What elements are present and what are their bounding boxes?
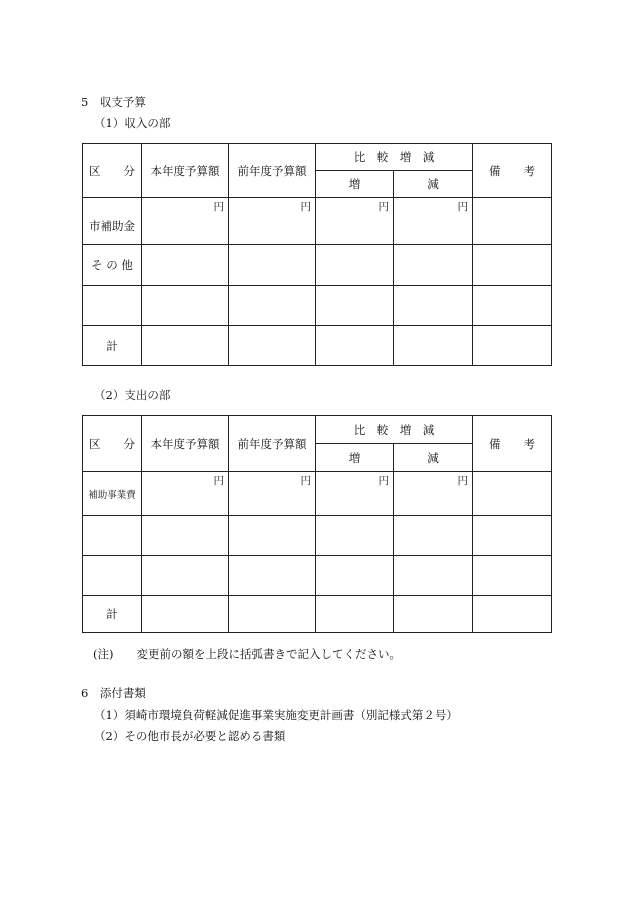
- row-label-total: 計: [83, 326, 142, 366]
- amount-cell: [142, 198, 229, 245]
- income-table: [82, 143, 552, 366]
- amount-cell: [142, 472, 229, 516]
- header-comparison: 比 較 増 減: [316, 144, 473, 171]
- row-label: [83, 516, 142, 556]
- header-last-year: 前年度予算額: [229, 416, 316, 472]
- header-this-year: 本年度予算額: [142, 416, 229, 472]
- remarks-cell: [473, 472, 552, 516]
- attachment-item: （1）須崎市環境負荷軽減促進事業実施変更計画書（別記様式第２号）: [94, 708, 458, 722]
- header-last-year: 前年度予算額: [229, 144, 316, 198]
- header-category: 区 分: [83, 144, 142, 198]
- header-this-year: 本年度予算額: [142, 144, 229, 198]
- amount-cell: [316, 198, 394, 245]
- header-remarks: 備 考: [473, 416, 552, 472]
- yen-unit: 円: [378, 201, 389, 213]
- yen-unit: 円: [300, 201, 311, 213]
- row-label: 補助事業費: [83, 472, 142, 516]
- header-decrease: 減: [394, 171, 473, 198]
- table-row: [83, 245, 552, 286]
- yen-unit: 円: [213, 475, 224, 487]
- note: (注) 変更前の額を上段に括弧書きで記入してください。: [93, 647, 401, 661]
- yen-unit: 円: [457, 475, 468, 487]
- row-label: [83, 556, 142, 596]
- header-increase: 増: [316, 444, 394, 472]
- table-row: [83, 286, 552, 326]
- section5-title: 5 収支予算: [81, 95, 146, 109]
- amount-cell: [229, 198, 316, 245]
- row-label: [83, 286, 142, 326]
- section6-title: 6 添付書類: [81, 686, 146, 700]
- header-decrease: 減: [394, 444, 473, 472]
- row-label: 市補助金: [83, 198, 142, 245]
- amount-cell: [394, 198, 473, 245]
- income-title: （1）収入の部: [94, 116, 171, 130]
- amount-cell: [229, 472, 316, 516]
- row-label-total: 計: [83, 596, 142, 633]
- amount-cell: [316, 472, 394, 516]
- table-row: [83, 198, 552, 245]
- yen-unit: 円: [457, 201, 468, 213]
- remarks-cell: [473, 198, 552, 245]
- yen-unit: 円: [378, 475, 389, 487]
- table-row: [83, 556, 552, 596]
- yen-unit: 円: [213, 201, 224, 213]
- header-increase: 増: [316, 171, 394, 198]
- row-label: そ の 他: [83, 245, 142, 286]
- table-row: [83, 516, 552, 556]
- attachment-item: （2）その他市長が必要と認める書類: [94, 729, 286, 743]
- header-category: 区 分: [83, 416, 142, 472]
- header-comparison: 比 較 増 減: [316, 416, 473, 444]
- table-row: [83, 472, 552, 516]
- amount-cell: [394, 472, 473, 516]
- yen-unit: 円: [300, 475, 311, 487]
- table-row: [83, 326, 552, 366]
- table-row: [83, 596, 552, 633]
- header-remarks: 備 考: [473, 144, 552, 198]
- expense-table: [82, 415, 552, 633]
- expense-title: （2）支出の部: [94, 388, 171, 402]
